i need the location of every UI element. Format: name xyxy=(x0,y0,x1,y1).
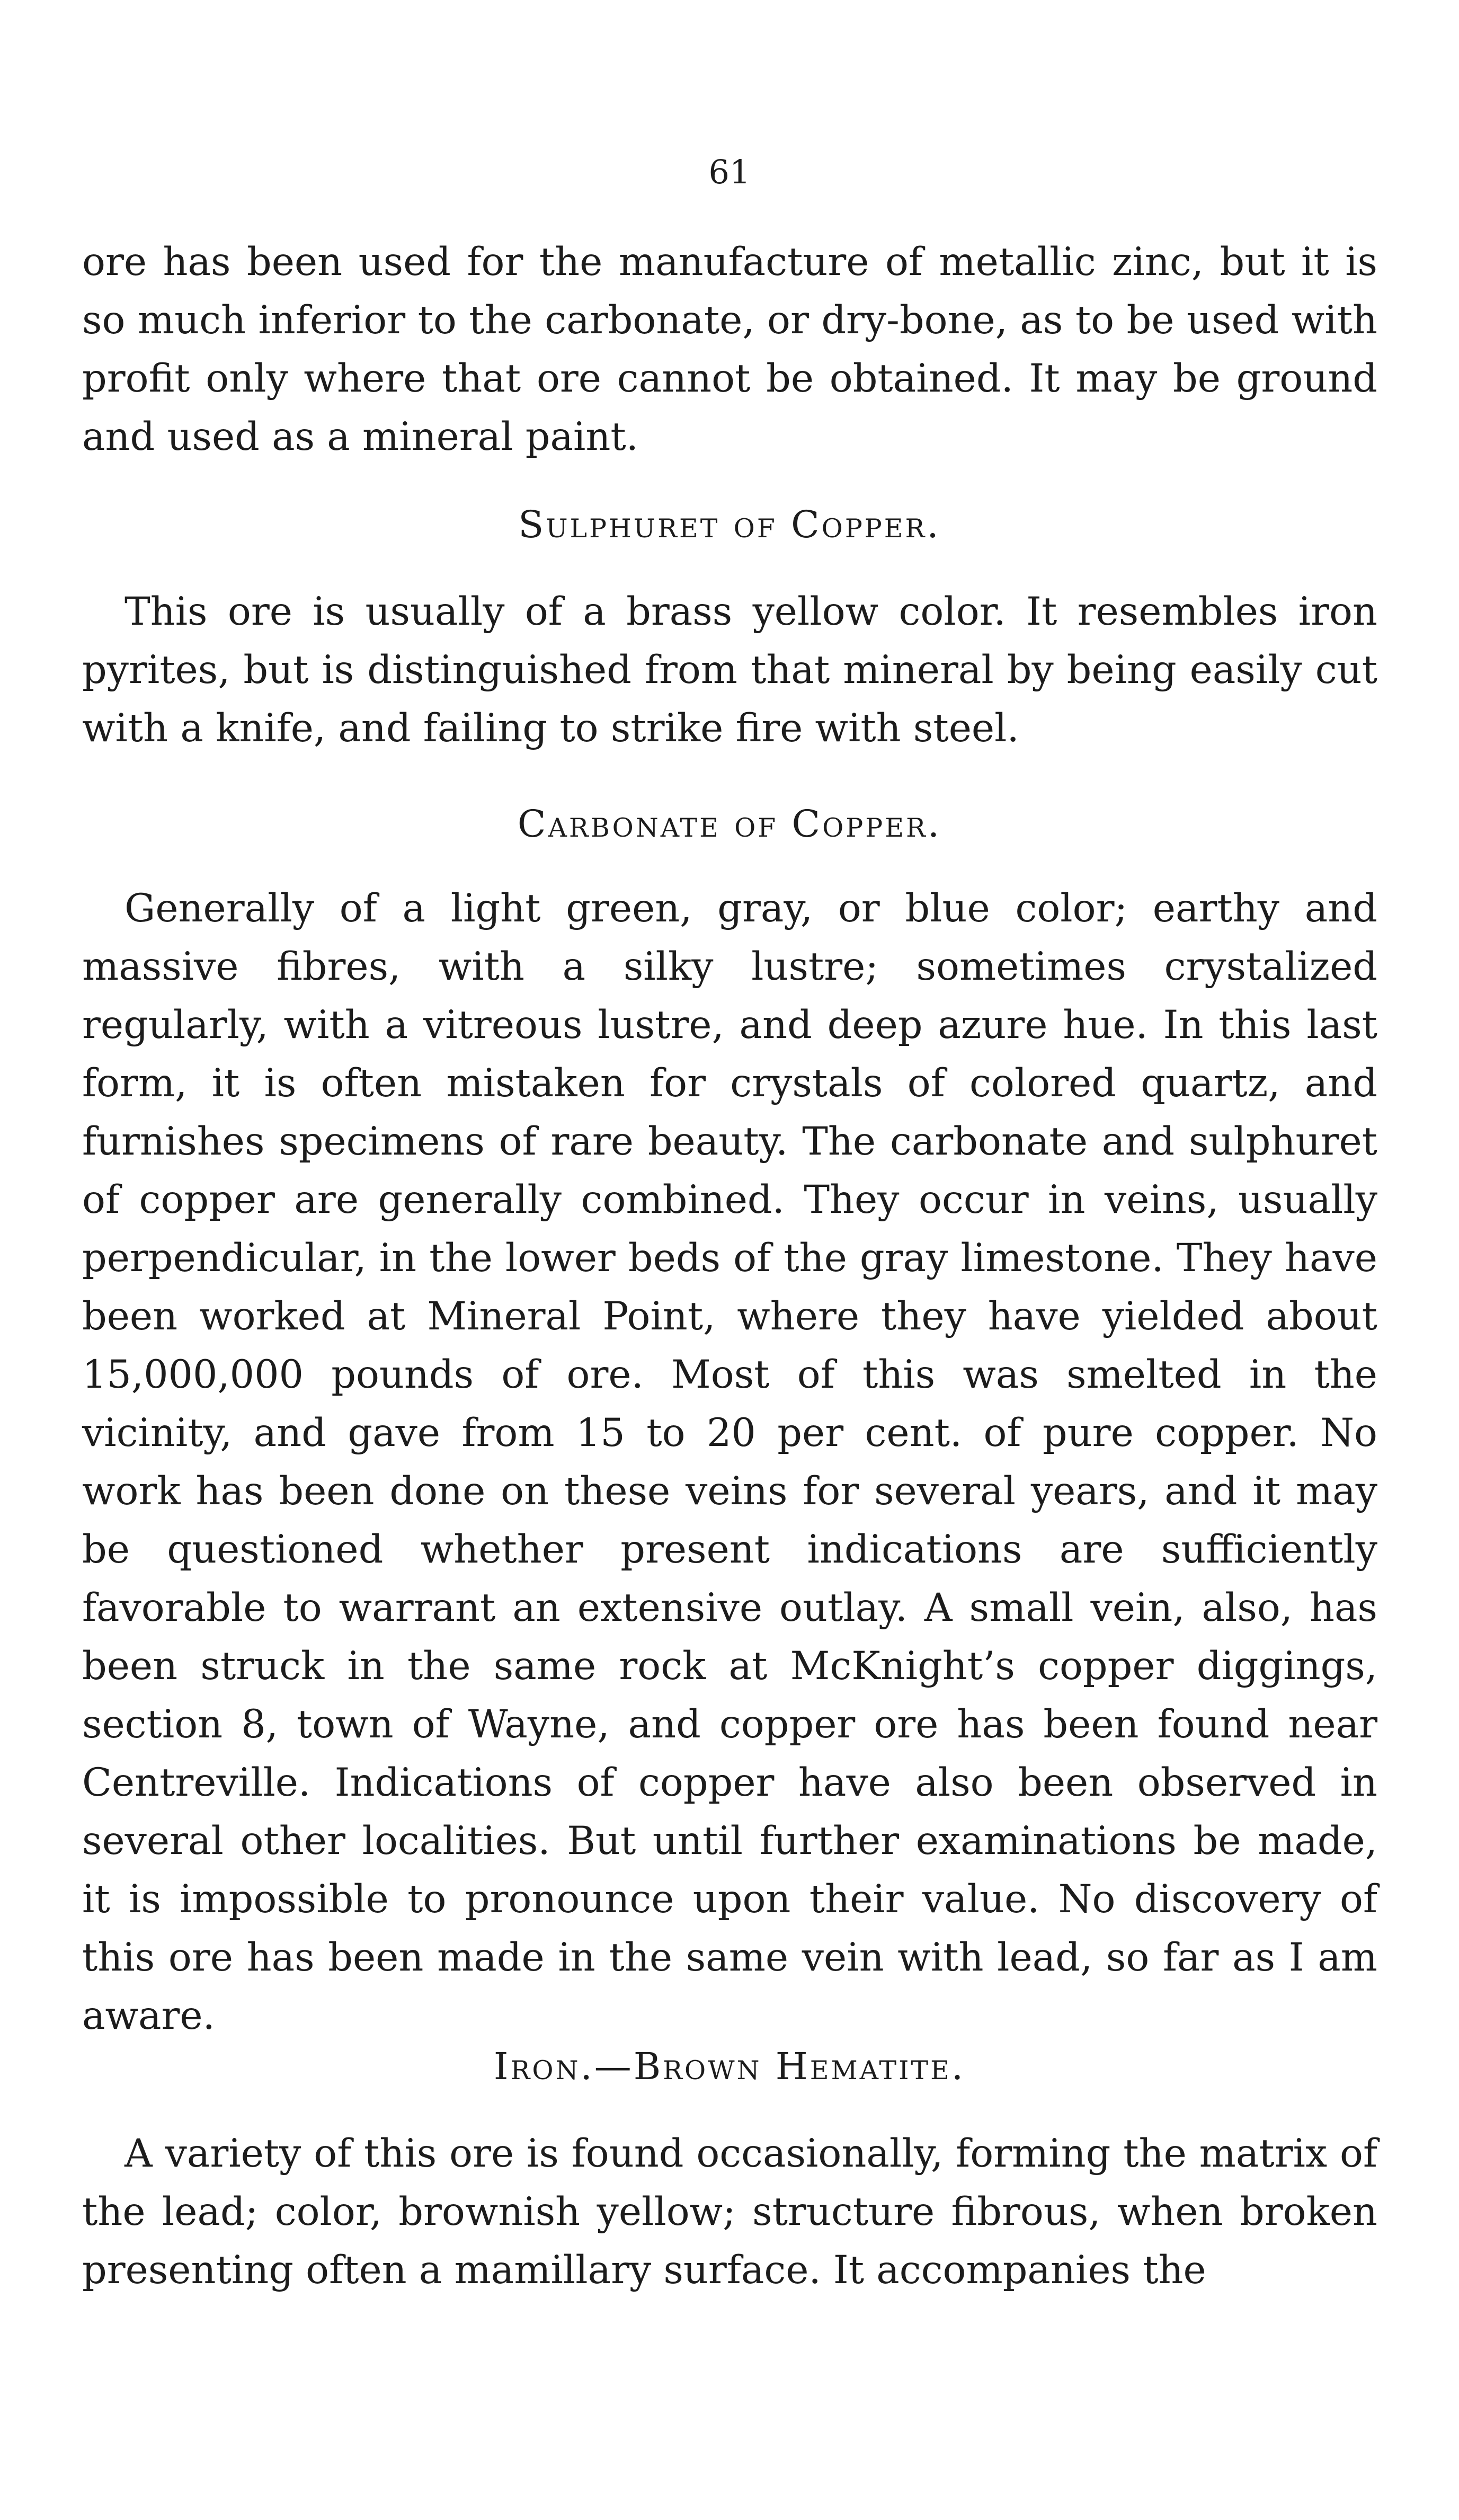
page-number: 61 xyxy=(708,153,751,191)
section-heading-brown-hematite: Iron.—Brown Hematite. xyxy=(493,2045,966,2088)
section-body-brown-hematite: A variety of this ore is found occasionally, forming the matrix of the lead; color, brownish yellow; structure fibrous, when broken presenting often a mamillary surface. It accompanies the xyxy=(82,2131,1377,2293)
section-body-carbonate-of-copper: Generally of a light green, gray, or blue color; earthy and massive fibres, with a silky lustre; sometimes crystalized regularly, with a vitreous lustre, and deep azure hue. In this last form, it is often mistaken for crystals of colored quartz, and furnishes specimens of rare beauty. The carbonate and sulphuret of copper are generally combined. They occur in veins, usually perpendicular, in the lower beds of the gray limestone. They have been worked at Mineral Point, where they have yielded about 15,000,000 pounds of ore. Most of this was smelted in the vicinity, and gave from 15 to 20 per cent. of pure copper. No work has been done on these veins for several years, and it may be questioned whether present indications are sufficiently favorable to warrant an extensive outlay. A small vein, also, has been struck in the same rock at McKnight’s copper diggings, section 8, town of Wayne, and copper ore has been found near Centreville. Indications of copper have also been observed in several other localities. But until further examinations be made, it is impossible to pronounce upon their value. No discovery of this ore has been made in the same vein with lead, so far as I am aware. xyxy=(82,886,1377,2038)
section-heading-carbonate-of-copper: Carbonate of Copper. xyxy=(517,802,942,846)
section-heading-sulphuret-of-copper: Sulphuret of Copper. xyxy=(518,503,941,546)
intro-paragraph: ore has been used for the manufacture of metallic zinc, but it is so much inferior to the carbonate, or dry-bone, as to be used with profit only where that ore cannot be obtained. It may be ground and used as a mineral paint. xyxy=(82,239,1377,459)
section-body-sulphuret-of-copper: This ore is usually of a brass yellow color. It resembles iron pyrites, but is distinguished from that mineral by being easily cut with a knife, and failing to strike fire with steel. xyxy=(82,589,1377,751)
